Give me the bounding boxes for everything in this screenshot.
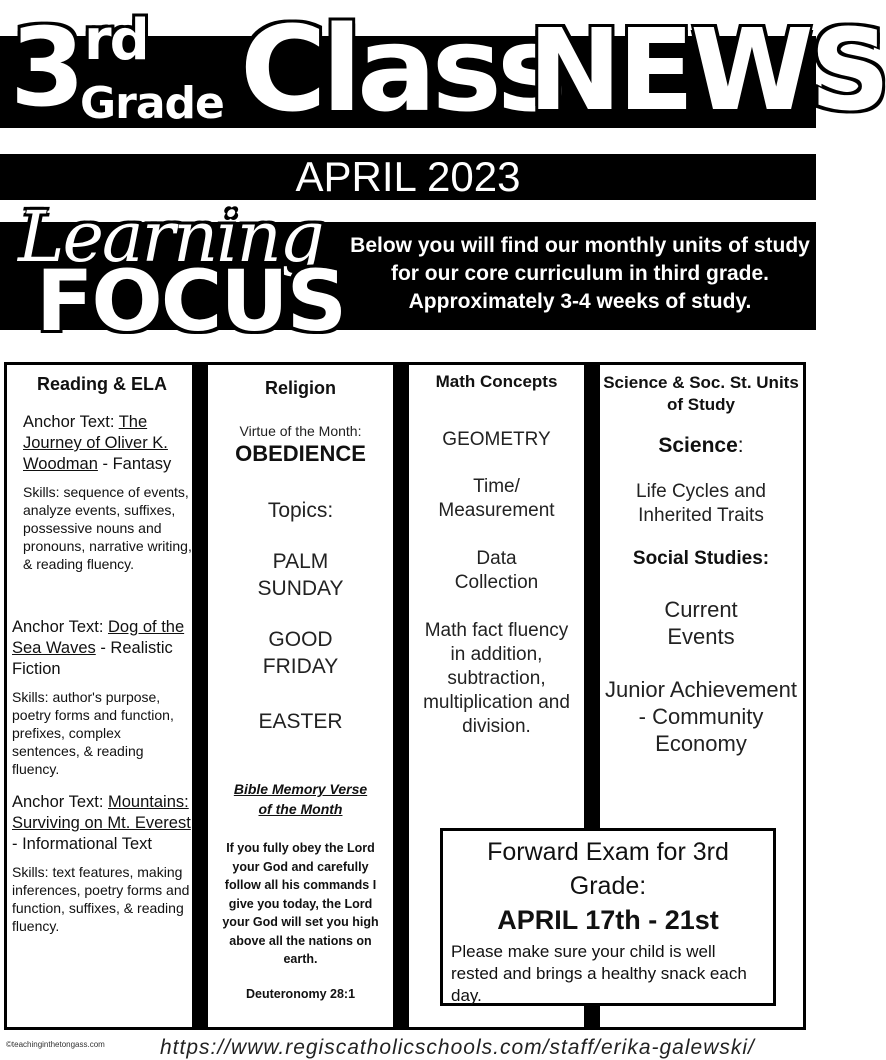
news-word: NEWS xyxy=(528,6,886,136)
topic-item: EASTER xyxy=(258,710,343,733)
science-column xyxy=(600,372,802,757)
science-topic: Life Cycles and Inherited Traits xyxy=(636,481,766,526)
religion-column xyxy=(208,372,393,1001)
grade-word: Grade xyxy=(80,78,224,129)
anchor-title: Mountains: Surviving on Mt. Everest xyxy=(12,793,191,832)
math-topic: Math fact fluency in addition, subtraction, multiplication and division. xyxy=(423,620,570,737)
virtue-label: Virtue of the Month: xyxy=(239,423,362,439)
social-topic: Junior Achievement - Community Economy xyxy=(605,677,797,756)
column-divider xyxy=(393,362,409,1030)
social-topic: Current Events xyxy=(664,597,738,649)
learning-word: Learning xyxy=(18,196,323,278)
anchor-genre: - Informational Text xyxy=(12,835,153,853)
anchor-title: Dog of the Sea Waves xyxy=(12,618,185,657)
anchor-genre: - Fantasy xyxy=(97,455,172,473)
anchor-text xyxy=(12,617,192,680)
exam-note: Please make sure your child is well rested and brings a healthy snack each day. xyxy=(451,942,747,1005)
math-heading: Math Concepts xyxy=(435,372,558,391)
grade-number: 3 xyxy=(10,6,80,131)
verse-reference: Deuteronomy 28:1 xyxy=(245,986,356,1001)
math-topic: Data Collection xyxy=(454,548,539,593)
forward-exam-box xyxy=(440,828,776,1006)
anchor-genre: - Realistic Fiction xyxy=(12,639,173,678)
science-colon: : xyxy=(737,434,744,457)
math-column xyxy=(409,372,584,739)
footer-url[interactable]: https://www.regiscatholicschools.com/staff/erika-galewski/ xyxy=(160,1036,755,1059)
topic-item: PALM SUNDAY xyxy=(257,550,344,600)
footer-credit: ©teachinginthetongass.com xyxy=(6,1040,105,1049)
verse-heading: Bible Memory Verse of the Month xyxy=(233,781,368,817)
anchor-label: Anchor Text: xyxy=(12,793,108,811)
science-label-line xyxy=(600,434,802,458)
skills-text: Skills: sequence of events, analyze events, suffixes, possessive nouns and pronouns, narrative writing, & reading fluency. xyxy=(23,484,192,572)
anchor-text xyxy=(12,792,192,855)
reading-column xyxy=(12,372,192,935)
grade-suffix: rd xyxy=(84,8,148,73)
anchor-text xyxy=(23,412,192,475)
anchor-title: The Journey of Oliver K. Woodman xyxy=(23,413,168,473)
column-divider xyxy=(192,362,208,1030)
reading-heading: Reading & ELA xyxy=(36,374,167,394)
science-label: Science xyxy=(658,434,738,457)
math-topic: Time/ Measurement xyxy=(438,476,555,521)
verse-text: If you fully obey the Lord your God and carefully follow all his commands I give you today, the Lord your God will set you high above all the nations on earth. xyxy=(222,841,379,966)
science-heading: Science & Soc. St. Units of Study xyxy=(603,373,799,414)
focus-description: Below you will find our monthly units of study for our core curriculum in third grade. Approximately 3-4 weeks of study. xyxy=(350,234,810,313)
topic-item: GOOD FRIDAY xyxy=(262,628,339,678)
skills-text: Skills: text features, making inferences, poetry forms and function, suffixes, & reading fluency. xyxy=(12,864,190,934)
month-title: APRIL 2023 xyxy=(295,153,521,200)
anchor-label: Anchor Text: xyxy=(12,618,108,636)
focus-word: FOCUS xyxy=(36,252,346,350)
religion-heading: Religion xyxy=(265,378,336,398)
skills-text: Skills: author's purpose, poetry forms and function, prefixes, complex sentences, & reading fluency. xyxy=(12,689,174,777)
class-word: Class xyxy=(240,0,563,138)
anchor-label: Anchor Text: xyxy=(23,413,119,431)
exam-dates: APRIL 17th - 21st xyxy=(497,905,719,935)
social-label: Social Studies: xyxy=(632,548,770,569)
exam-title: Forward Exam for 3rd Grade: xyxy=(487,838,729,900)
math-topic: GEOMETRY xyxy=(442,429,551,450)
virtue-value: OBEDIENCE xyxy=(235,441,366,466)
topics-label: Topics: xyxy=(267,499,334,522)
